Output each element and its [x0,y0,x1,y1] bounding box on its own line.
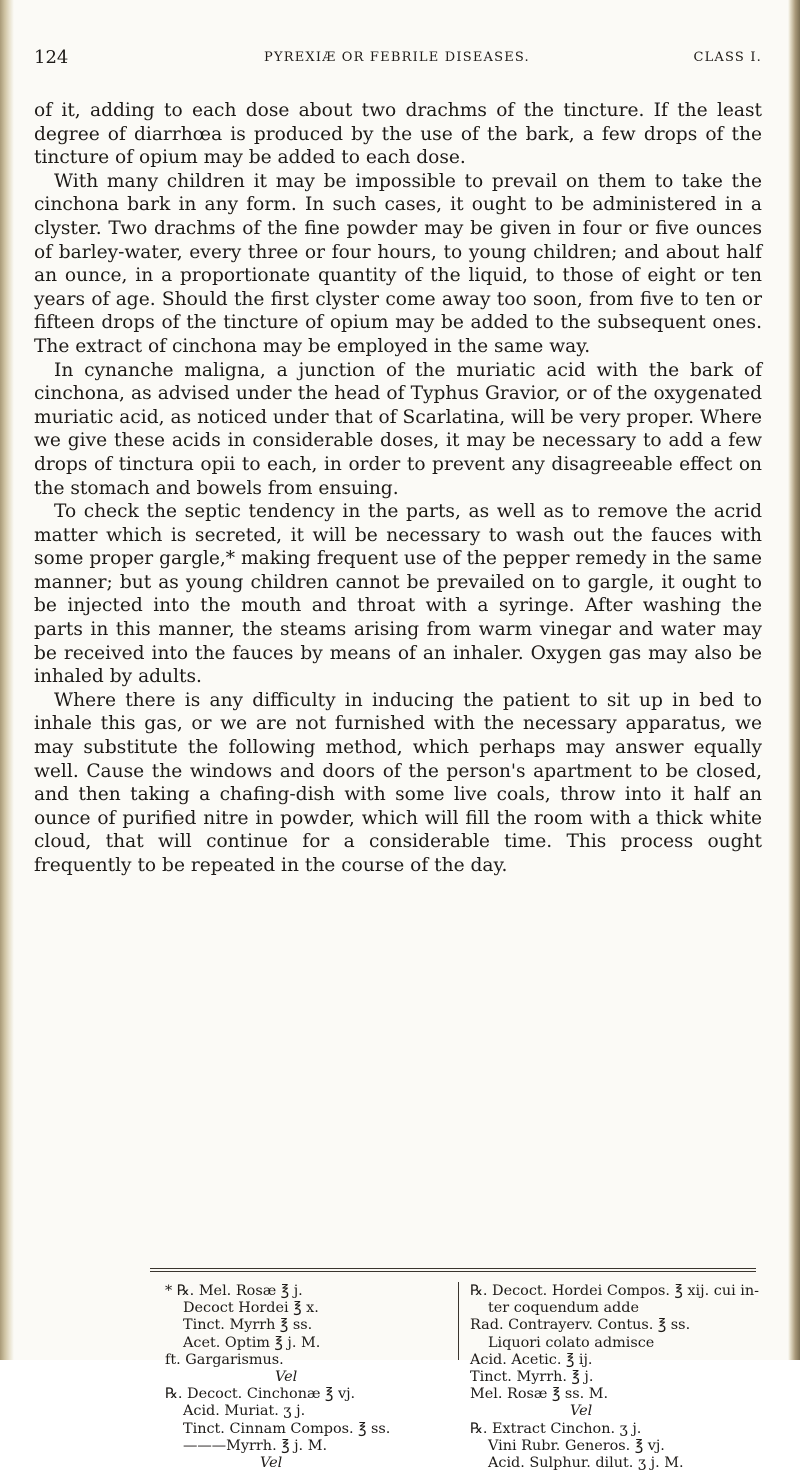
footnote-line: Liquori colato admisce [488,1334,655,1351]
running-title: PYREXIÆ OR FEBRILE DISEASES. [264,50,530,65]
footnote-line: Tinct. Cinnam Compos. ℥ ss. [183,1420,391,1437]
footnote-line: ℞. Decoct. Hordei Compos. ℥ xij. cui in- [470,1283,760,1299]
paragraph: Where there is any difficulty in inducing the patient to sit up in bed to inhale this gas, or we are not furnished with the necessary apparatus, we may substitute the following method, which perhaps may answer equally well. Cause the windows and doors of the person's apartment to be closed, and then taking a chafing-dish with some live coals, throw into it half an ounce of purified nitre in powder, which will fill the room with a thick white cloud, that will continue for a considerable time. This process ought frequently to be repeated in the course of the day. [34,689,762,876]
footnote-line: Tinct. Myrrh. ℥ j. [470,1369,594,1386]
page-edge-shadow [788,0,800,1360]
footnote-right-column [470,1283,770,1472]
footnote-line: Acid. Acetic. ℥ ij. [470,1351,593,1368]
footnote-line: ———Myrrh. ℥ j. M. [183,1437,328,1454]
footnote-line: Decoct Hordei ℥ x. [183,1300,319,1317]
footnote-rule [150,1268,756,1269]
page-spine-shadow [0,0,14,1360]
footnote-rule [150,1271,756,1272]
footnote-column-divider [458,1282,459,1360]
footnote-line: Vel [260,1455,283,1472]
footnote-line: ℞. Extract Cinchon. ʒ j. [470,1420,642,1437]
footnote-line: * ℞. Mel. Rosæ ℥ j. [165,1283,303,1299]
footnote-line: Vini Rubr. Generos. ℥ vj. [488,1437,665,1454]
paragraph: of it, adding to each dose about two drachms of the tincture. If the least degree of diarrhœa is produced by the use of the bark, a few drops of the tincture of opium may be added to each dose. [34,100,762,169]
body-text [34,99,762,878]
paragraph: To check the septic tendency in the parts, as well as to remove the acrid matter which is secreted, it will be necessary to wash out the fauces with some proper gargle,* making frequent use of the pepper remedy in the same manner; but as young children cannot be prevailed on to gargle, it ought to be injected into the mouth and throat with a syringe. After washing the parts in this manner, the steams arising from warm vinegar and water may be received into the fauces by means of an inhaler. Oxygen gas may also be inhaled by adults. [34,501,762,688]
page-number: 124 [34,47,69,68]
footnote-line: ℞. Decoct. Cinchonæ ℥ vj. [165,1386,356,1403]
paragraph: In cynanche maligna, a junction of the muriatic acid with the bark of cinchona, as advised under the head of Typhus Gravior, or of the oxygenated muriatic acid, as noticed under that of Scarlatina, will be very proper. Where we give these acids in considerable doses, it may be necessary to add a few drops of tinctura opii to each, in order to prevent any disagreeable effect on the stomach and bowels from ensuing. [34,359,762,499]
footnote-line: Acid. Sulphur. dilut. ʒ j. M. [488,1455,684,1472]
footnote-line: ter coquendum adde [488,1300,639,1317]
footnote-line: Rad. Contrayerv. Contus. ℥ ss. [470,1317,691,1334]
class-label: CLASS I. [693,50,762,65]
footnote-line: Acet. Optim ℥ j. M. [183,1334,321,1351]
footnote-line: Acid. Muriat. ʒ j. [183,1403,306,1420]
footnote-line: ft. Gargarismus. [165,1351,284,1368]
footnote-line: Vel [570,1403,593,1420]
footnote-line: Vel [275,1369,298,1386]
running-head [34,47,762,71]
paragraph: With many children it may be impossible to prevail on them to take the cinchona bark in any form. In such cases, it ought to be administered in a clyster. Two drachms of the fine powder may be given in four or five ounces of barley-water, every three or four hours, to young children; and about half an ounce, in a proportionate quantity of the liquid, to those of eight or ten years of age. Should the first clyster come away too soon, from five to ten or fifteen drops of the tincture of opium may be added to the subsequent ones. The extract of cinchona may be employed in the same way. [34,170,762,357]
footnote-line: Tinct. Myrrh ℥ ss. [183,1317,313,1334]
footnote-line: Mel. Rosæ ℥ ss. M. [470,1386,609,1403]
footnote-left-column [165,1283,435,1472]
